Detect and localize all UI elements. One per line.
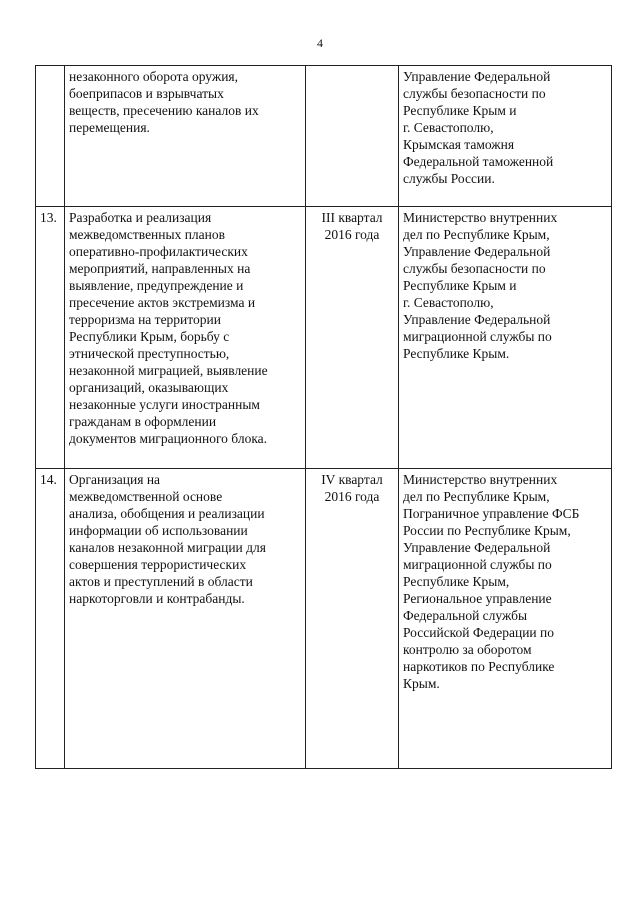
activity-line: документов миграционного блока. xyxy=(69,431,268,446)
activity-line: боеприпасов и взрывчатых xyxy=(69,86,224,101)
activity-line: Республики Крым, борьбу с xyxy=(69,329,230,344)
page-number: 4 xyxy=(317,36,323,50)
activity-cell xyxy=(65,66,306,207)
responsible-line: г. Севастополю, xyxy=(403,295,494,310)
responsible-line: г. Севастополю, xyxy=(403,120,494,135)
activity-line: информации об использовании xyxy=(69,523,248,538)
term-cell xyxy=(306,469,399,769)
activity-line: выявление, предупреждение и xyxy=(69,278,244,293)
responsible-line: Крымская таможня xyxy=(403,137,515,152)
row-number: 14. xyxy=(36,469,65,769)
activity-line: актов и преступлений в области xyxy=(69,574,253,589)
responsible-cell xyxy=(399,66,612,207)
responsible-line: дел по Республике Крым, xyxy=(403,489,550,504)
row-number: 13. xyxy=(36,207,65,469)
activity-line: перемещения. xyxy=(69,120,150,135)
responsible-line: России по Республике Крым, xyxy=(403,523,571,538)
activity-line: терроризма на территории xyxy=(69,312,221,327)
term-line: 2016 года xyxy=(324,489,380,504)
activity-line: Организация на xyxy=(69,472,161,487)
responsible-line: миграционной службы по xyxy=(403,557,552,572)
responsible-line: службы безопасности по xyxy=(403,86,546,101)
responsible-line: Управление Федеральной xyxy=(403,244,551,259)
responsible-line: Российской Федерации по xyxy=(403,625,555,640)
activity-line: оперативно-профилактических xyxy=(69,244,248,259)
responsible-line: Федеральной таможенной xyxy=(403,154,554,169)
activity-line: Разработка и реализация xyxy=(69,210,212,225)
activity-line: пресечение актов экстремизма и xyxy=(69,295,256,310)
activity-line: наркоторговли и контрабанды. xyxy=(69,591,245,606)
responsible-line: контролю за оборотом xyxy=(403,642,532,657)
responsible-line: Крым. xyxy=(403,676,440,691)
plan-table xyxy=(35,65,612,769)
activity-line: анализа, обобщения и реализации xyxy=(69,506,265,521)
activity-line: организаций, оказывающих xyxy=(69,380,229,395)
responsible-line: наркотиков по Республике xyxy=(403,659,555,674)
activity-line: незаконные услуги иностранным xyxy=(69,397,260,412)
activity-line: межведомственной основе xyxy=(69,489,223,504)
activity-cell xyxy=(65,469,306,769)
responsible-line: службы безопасности по xyxy=(403,261,546,276)
table-row xyxy=(36,66,612,207)
responsible-line: Министерство внутренних xyxy=(403,210,558,225)
responsible-line: Управление Федеральной xyxy=(403,69,551,84)
responsible-cell xyxy=(399,469,612,769)
activity-line: веществ, пресечению каналов их xyxy=(69,103,259,118)
responsible-line: Республике Крым, xyxy=(403,574,510,589)
table-row xyxy=(36,469,612,769)
responsible-line: Федеральной службы xyxy=(403,608,528,623)
term-cell xyxy=(306,66,399,207)
term-cell xyxy=(306,207,399,469)
row-number xyxy=(36,66,65,207)
responsible-line: службы России. xyxy=(403,171,495,186)
responsible-line: Республике Крым и xyxy=(403,278,517,293)
responsible-line: Пограничное управление ФСБ xyxy=(403,506,580,521)
activity-line: мероприятий, направленных на xyxy=(69,261,251,276)
responsible-cell xyxy=(399,207,612,469)
term-line: III квартал xyxy=(321,210,383,225)
responsible-line: Республике Крым и xyxy=(403,103,517,118)
responsible-line: миграционной службы по xyxy=(403,329,552,344)
responsible-line: Республике Крым. xyxy=(403,346,510,361)
activity-cell xyxy=(65,207,306,469)
activity-line: этнической преступностью, xyxy=(69,346,230,361)
activity-line: незаконного оборота оружия, xyxy=(69,69,239,84)
responsible-line: Министерство внутренних xyxy=(403,472,558,487)
activity-line: гражданам в оформлении xyxy=(69,414,217,429)
activity-line: межведомственных планов xyxy=(69,227,226,242)
activity-line: совершения террористических xyxy=(69,557,247,572)
activity-line: каналов незаконной миграции для xyxy=(69,540,266,555)
term-line: 2016 года xyxy=(324,227,380,242)
responsible-line: Управление Федеральной xyxy=(403,540,551,555)
activity-line: незаконной миграцией, выявление xyxy=(69,363,268,378)
responsible-line: Управление Федеральной xyxy=(403,312,551,327)
responsible-line: Региональное управление xyxy=(403,591,552,606)
term-line: IV квартал xyxy=(321,472,383,487)
table-row xyxy=(36,207,612,469)
responsible-line: дел по Республике Крым, xyxy=(403,227,550,242)
